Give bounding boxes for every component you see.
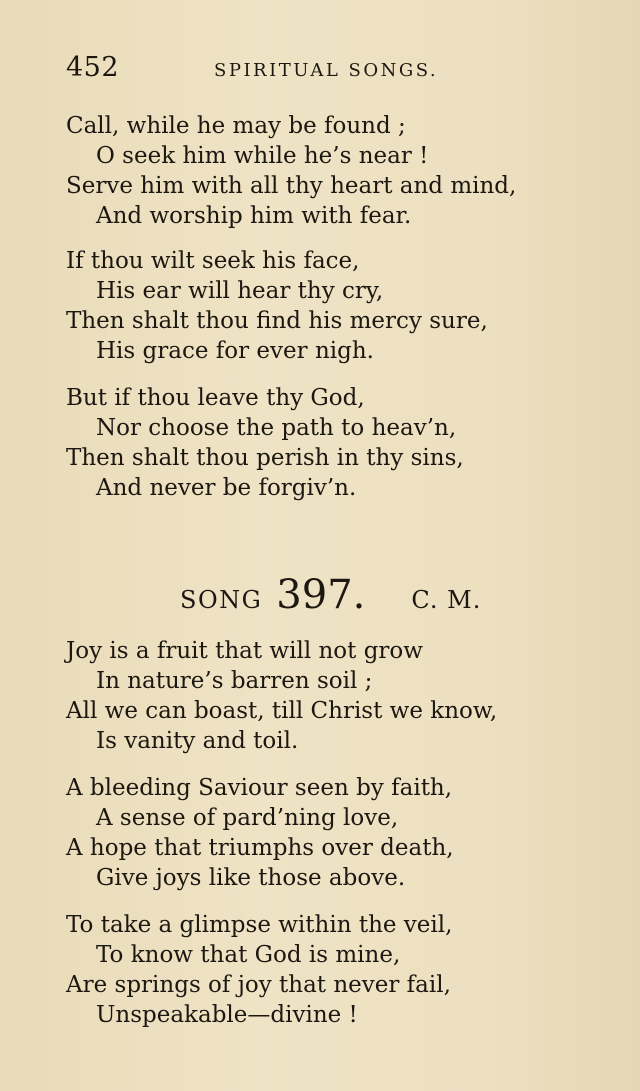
song-stanza-3 (66, 910, 452, 1030)
song-meter: C. M. (411, 586, 482, 614)
verse-line: To take a glimpse within the veil, (66, 912, 453, 938)
song-heading (180, 572, 481, 618)
verse-line: But if thou leave thy God, (66, 385, 365, 411)
verse-line: A hope that triumphs over death, (66, 835, 454, 861)
song-number: 397. (276, 572, 366, 618)
verse-line: Then shalt thou find his mercy sure, (66, 308, 488, 334)
verse-line: His ear will hear thy cry, (96, 278, 384, 304)
verse-line: Call, while he may be found ; (66, 113, 406, 139)
verse-line: And worship him with fear. (96, 203, 412, 229)
page-number: 452 (66, 52, 120, 83)
verse-line: A sense of pard’ning love, (96, 805, 399, 831)
verse-line: In nature’s barren soil ; (96, 668, 373, 694)
verse-line: Unspeakable—divine ! (96, 1002, 358, 1028)
verse-line: Give joys like those above. (96, 865, 406, 891)
page-header (66, 52, 480, 92)
verse-line: Serve him with all thy heart and mind, (66, 173, 517, 199)
verse-line: All we can boast, till Christ we know, (66, 698, 498, 724)
verse-line: Nor choose the path to heav’n, (96, 415, 457, 441)
verse-line: His grace for ever nigh. (96, 338, 374, 364)
verse-line: Are springs of joy that never fail, (66, 972, 451, 998)
song-label: SONG (180, 586, 263, 614)
verse-line: To know that God is mine, (96, 942, 401, 968)
song-stanza-2 (66, 773, 454, 893)
verse-line: And never be forgiv’n. (96, 475, 357, 501)
stanza-2 (66, 246, 488, 366)
verse-line: A bleeding Saviour seen by faith, (66, 775, 453, 801)
verse-line: Joy is a fruit that will not grow (66, 638, 423, 664)
verse-line: O seek him while he’s near ! (96, 143, 429, 169)
song-stanza-1 (66, 636, 497, 756)
running-title: SPIRITUAL SONGS. (214, 60, 439, 81)
stanza-1 (66, 111, 516, 231)
verse-line: Then shalt thou perish in thy sins, (66, 445, 464, 471)
stanza-3 (66, 383, 464, 503)
verse-line: Is vanity and toil. (96, 728, 299, 754)
verse-line: If thou wilt seek his face, (66, 248, 360, 274)
